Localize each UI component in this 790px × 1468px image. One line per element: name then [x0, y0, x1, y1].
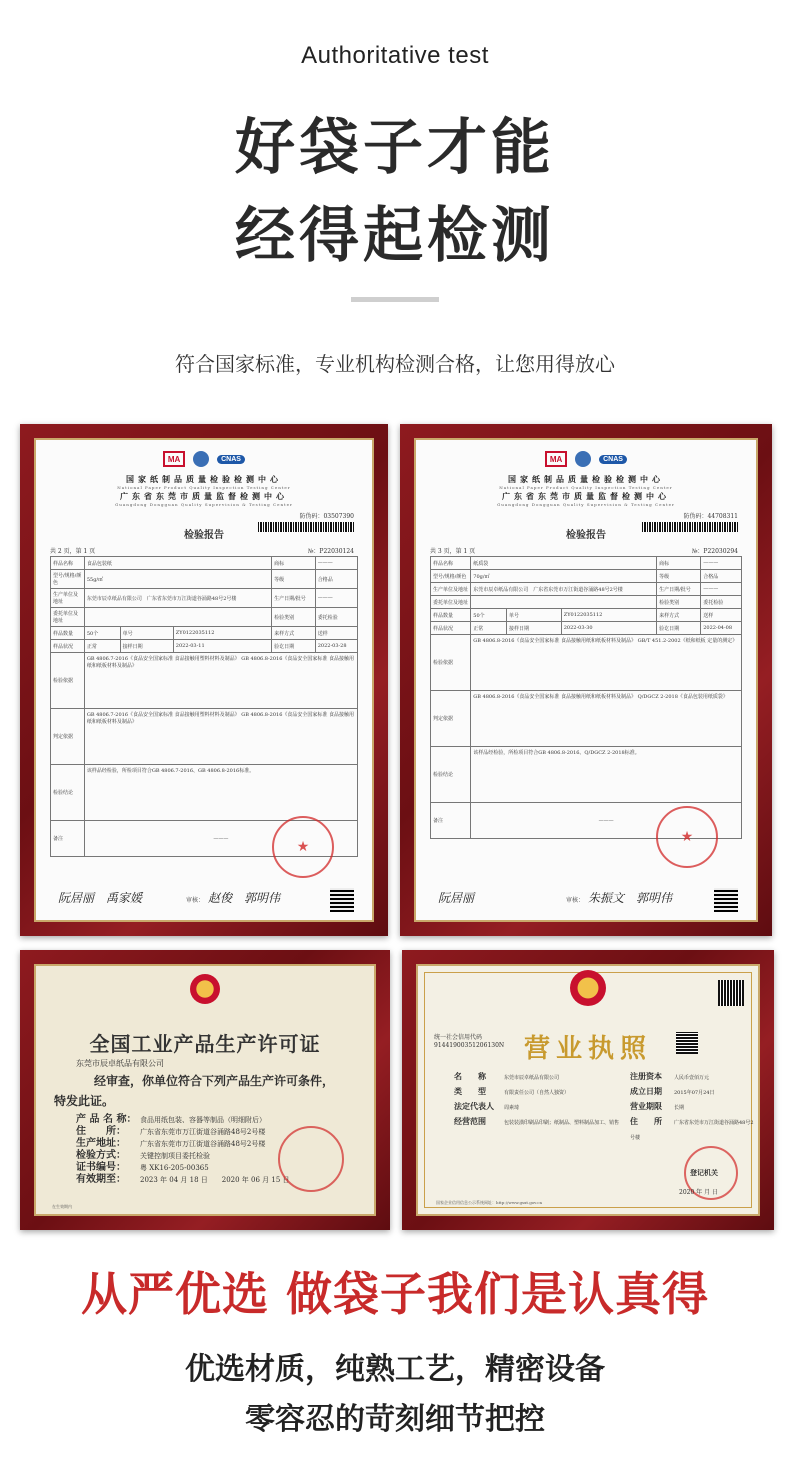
license-date: 2020 年 月 日: [679, 1189, 718, 1196]
cell: 判定依据: [431, 691, 471, 747]
cell: 来样方式: [272, 627, 316, 640]
row-value: 周素琦: [504, 1105, 520, 1111]
cell: 送样: [315, 627, 357, 640]
cell: 等级: [657, 570, 701, 583]
row-value: 包装装潢印刷品印刷；纸制品、塑料制品加工、销售: [504, 1120, 620, 1126]
business-license: [418, 966, 758, 1214]
cell: 商标: [272, 557, 316, 570]
license-row: [76, 1138, 290, 1150]
cell: 2022-03-30: [561, 622, 656, 635]
cell: 2022-04-08: [701, 622, 742, 635]
cell: 接样日期: [120, 640, 173, 653]
license-frame-1: [20, 950, 390, 1230]
row-label: 经营范围: [454, 1116, 486, 1126]
license-row: [454, 1070, 619, 1085]
hero-title-line2: 经得起检测: [235, 201, 555, 271]
cell: 单号: [507, 609, 562, 622]
cell: 送样: [701, 609, 742, 622]
row-label: 住 所: [630, 1116, 662, 1126]
row-label: 注册资本: [630, 1071, 662, 1081]
cell: 商标: [657, 557, 701, 570]
cell: 验讫日期: [272, 640, 316, 653]
report-seal: ★: [272, 816, 334, 878]
row-value: 关键控制项目委托检验: [140, 1152, 210, 1160]
org-name: 国家纸制品质量检验检测中心: [126, 474, 282, 484]
license-seal: [278, 1126, 344, 1192]
approver-label: 审核：: [186, 897, 205, 904]
cell: 样品状况: [431, 622, 471, 635]
cell: ———: [701, 583, 742, 596]
cell: 该样品经检验，所检项目符合GB 4806.8-2016、Q/DGCZ 2-2018标准。: [471, 747, 742, 803]
row-label: 有效期至：: [76, 1174, 126, 1185]
license-row: [76, 1174, 290, 1186]
cell: 型号/规格/颜色: [51, 570, 85, 589]
cell: 单号: [120, 627, 173, 640]
production-license: [36, 966, 374, 1214]
cnas-logo-icon: CNAS: [217, 455, 245, 464]
license-row: [630, 1115, 758, 1145]
org-name: 国家纸制品质量检验检测中心: [508, 474, 664, 484]
cell: 东莞市辰卓纸品有限公司 广东省东莞市万江街道谷涌路48号2号楼: [471, 583, 657, 596]
license-footnote: 在生效期内: [52, 1204, 72, 1209]
page-info: 共 3 页，第 1 页: [430, 548, 476, 555]
cell: 来样方式: [657, 609, 701, 622]
cn-logo-icon: [193, 451, 209, 467]
qr-code-icon: [330, 888, 354, 912]
qr-code-icon: [676, 1032, 698, 1054]
national-emblem-icon: [190, 974, 220, 1004]
signature-area: 阮居丽 禹家媛: [58, 891, 143, 905]
cell: 委托检验: [701, 596, 742, 609]
signature-area: 阮居丽: [438, 891, 475, 905]
report-number: №：P22030124: [307, 548, 354, 555]
cell: 样品状况: [51, 640, 85, 653]
uscc-value: 91441900351206130N: [434, 1042, 505, 1049]
cell: 备注: [431, 803, 471, 839]
cell: 东莞市辰卓纸品有限公司 广东省东莞市万江街道谷涌路48号2号楼: [84, 589, 271, 608]
row-label: 住 所：: [76, 1126, 126, 1137]
test-report-2: [416, 440, 756, 920]
org-name-en: National Paper Product Quality Inspection Testing Center: [117, 485, 291, 490]
report-table: [50, 556, 358, 857]
cell: [84, 608, 271, 627]
row-label: 检验方式：: [76, 1150, 126, 1161]
cell: 型号/规格/颜色: [431, 570, 471, 583]
cell: 等级: [272, 570, 316, 589]
cell: GB 4806.7-2016《食品安全国家标准 食品接触用塑料材料及制品》 GB 4806.8-2016《食品安全国家标准 食品接触用纸和纸板材料及制品》: [84, 653, 357, 709]
row-label: 名 称: [454, 1071, 486, 1081]
cell: 验讫日期: [657, 622, 701, 635]
cell: ———: [471, 803, 742, 839]
row-value: 广东省东莞市万江街道谷涌路48号2号楼: [140, 1128, 266, 1136]
subtitle-en: Authoritative test: [301, 42, 489, 69]
license-row: [454, 1100, 619, 1115]
cell: 生产单位及地址: [51, 589, 85, 608]
cell: 委托检验: [315, 608, 357, 627]
cell: 50个: [84, 627, 120, 640]
uscc-label: 统一社会信用代码: [434, 1034, 483, 1041]
license-title: 营业执照: [523, 1034, 652, 1064]
row-label: 生产地址：: [76, 1138, 126, 1149]
cell: 2022-03-28: [315, 640, 357, 653]
ma-logo-icon: MA: [163, 451, 185, 467]
cell: 50个: [471, 609, 507, 622]
row-value: 东莞市辰卓纸品有限公司: [504, 1075, 560, 1081]
cell: 样品数量: [431, 609, 471, 622]
row-value: 广东省东莞市万江街道谷涌路48号2号楼: [630, 1120, 754, 1141]
row-value: 广东省东莞市万江街道谷涌路48号2号楼: [140, 1140, 266, 1148]
org-name-en-2: Guangdong Dongguan Quality Supervision & Testing Center: [115, 502, 293, 507]
cell: ———: [315, 589, 357, 608]
row-label: 营业期限: [630, 1101, 662, 1111]
qr-code-icon: [718, 980, 744, 1006]
cell: 检验类别: [272, 608, 316, 627]
cell: 委托单位及地址: [51, 608, 85, 627]
license-left-rows: [454, 1070, 619, 1130]
cell: 2022-03-11: [173, 640, 271, 653]
cell: 该样品经检验，所检项目符合GB 4806.7-2016、GB 4806.8-2016标准。: [84, 765, 357, 821]
anti-counterfeit-code: 防伪码：03507390: [299, 513, 354, 520]
row-label: 产 品 名 称：: [76, 1114, 137, 1125]
report-table: [430, 556, 742, 839]
row-value: 粤 XK16-205-00365: [140, 1164, 209, 1172]
cell: ———: [315, 557, 357, 570]
row-label: 法定代表人: [454, 1101, 494, 1111]
license-row: [76, 1150, 290, 1162]
cell: 检验依据: [431, 635, 471, 691]
row-label: 成立日期: [630, 1086, 662, 1096]
cell: 接样日期: [507, 622, 562, 635]
company-name: 东莞市辰卓纸品有限公司: [76, 1059, 164, 1068]
report-title: 检验报告: [566, 530, 606, 541]
test-report-1: [36, 440, 372, 920]
cell: 纸质袋: [471, 557, 657, 570]
cell: 生产单位及地址: [431, 583, 471, 596]
approver-area: 审核： 赵俊 郭明伟: [186, 891, 281, 905]
cell: 检验类别: [657, 596, 701, 609]
cell: 55g/㎡: [84, 570, 271, 589]
registrar-label: 登记机关: [690, 1168, 718, 1177]
license-row: [76, 1162, 290, 1174]
license-row: [630, 1070, 758, 1085]
license-row: [76, 1114, 290, 1126]
cell: [471, 596, 657, 609]
row-value: 2023 年 04 月 18 日 2020 年 06 月 15 日: [140, 1176, 290, 1184]
cell: 判定依据: [51, 709, 85, 765]
row-label: 证书编号：: [76, 1162, 126, 1173]
cell: 检验结论: [431, 747, 471, 803]
row-value: 食品用纸包装、容器等制品（明细附后）: [140, 1116, 266, 1124]
ma-logo-icon: MA: [545, 451, 567, 467]
org-name-en-2: Guangdong Dongguan Quality Supervision & Testing Center: [497, 502, 675, 507]
license-intro: 经审查，你单位符合下列产品生产许可条件，: [94, 1074, 335, 1088]
cell: 合格品: [701, 570, 742, 583]
anti-counterfeit-code: 防伪码：44708311: [683, 513, 738, 520]
promo-line-1: 优选材质，纯熟工艺，精密设备: [185, 1352, 605, 1387]
slogan: 从严优选 做袋子我们是认真得: [80, 1267, 709, 1321]
hero-title-line1: 好袋子才能: [235, 113, 555, 183]
row-value: 长期: [674, 1105, 685, 1111]
cell: 样品数量: [51, 627, 85, 640]
row-value: 人民币壹佰万元: [674, 1075, 710, 1081]
promo-line-2: 零容忍的苛刻细节把控: [245, 1402, 545, 1437]
license-row: [454, 1085, 619, 1100]
report-title: 检验报告: [184, 530, 224, 541]
cell: 正常: [471, 622, 507, 635]
license-right-rows: [630, 1070, 758, 1145]
report-seal: ★: [656, 806, 718, 868]
qr-code-icon: [714, 888, 738, 912]
approver-area: 审核： 朱振文 郭明伟: [566, 891, 673, 905]
org-name-2: 广东省东莞市质量监督检测中心: [502, 491, 670, 501]
license-frame-2: [402, 950, 774, 1230]
license-footnote: 国家企业信用信息公示系统网址：http://www.gsxt.gov.cn: [436, 1200, 543, 1205]
divider: [351, 297, 439, 302]
cell: ZY0122035112: [561, 609, 656, 622]
license-row: [630, 1085, 758, 1100]
cell: ———: [84, 821, 357, 857]
license-row: [630, 1100, 758, 1115]
cell: 正常: [84, 640, 120, 653]
license-rows: [76, 1114, 290, 1186]
cell: ZY0122035112: [173, 627, 271, 640]
cell: 样品名称: [431, 557, 471, 570]
report-frame-2: [400, 424, 772, 936]
license-intro-2: 特发此证。: [54, 1094, 115, 1108]
license-title: 全国工业产品生产许可证: [89, 1032, 321, 1056]
cell: 生产日期/批号: [272, 589, 316, 608]
cell: 检验依据: [51, 653, 85, 709]
cnas-logo-icon: CNAS: [599, 455, 627, 464]
row-value: 有限责任公司（自然人独资）: [504, 1090, 570, 1096]
approver-label: 审核：: [566, 897, 585, 904]
cell: GB 4806.8-2016《食品安全国家标准 食品接触用纸和纸板材料及制品》 GB/T 451.2-2002《纸和纸板 定量的测定》: [471, 635, 742, 691]
cell: 70g/㎡: [471, 570, 657, 583]
org-name-en: National Paper Product Quality Inspection Testing Center: [499, 485, 673, 490]
license-row: [76, 1126, 290, 1138]
cell: 生产日期/批号: [657, 583, 701, 596]
page-info: 共 2 页，第 1 页: [50, 548, 96, 555]
org-name-2: 广东省东莞市质量监督检测中心: [120, 491, 288, 501]
cell: 检验结论: [51, 765, 85, 821]
cell: 样品名称: [51, 557, 85, 570]
row-label: 类 型: [454, 1086, 486, 1096]
cell: 备注: [51, 821, 85, 857]
cell: ———: [701, 557, 742, 570]
row-value: 2015年07月24日: [674, 1090, 715, 1096]
cell: GB 4806.7-2016《食品安全国家标准 食品接触用塑料材料及制品》 GB 4806.8-2016《食品安全国家标准 食品接触用纸和纸板材料及制品》: [84, 709, 357, 765]
report-frame-1: [20, 424, 388, 936]
cell: 合格品: [315, 570, 357, 589]
cell: GB 4806.8-2016《食品安全国家标准 食品接触用纸和纸板材料及制品》 Q/DGCZ 2-2018《食品包装用纸质袋》: [471, 691, 742, 747]
report-number: №：P22030294: [691, 548, 738, 555]
license-row: [454, 1115, 619, 1130]
cell: 委托单位及地址: [431, 596, 471, 609]
national-emblem-icon: [570, 970, 606, 1006]
tagline: 符合国家标准，专业机构检测合格，让您用得放心: [175, 352, 615, 376]
cell: 食品包装纸: [84, 557, 271, 570]
cn-logo-icon: [575, 451, 591, 467]
